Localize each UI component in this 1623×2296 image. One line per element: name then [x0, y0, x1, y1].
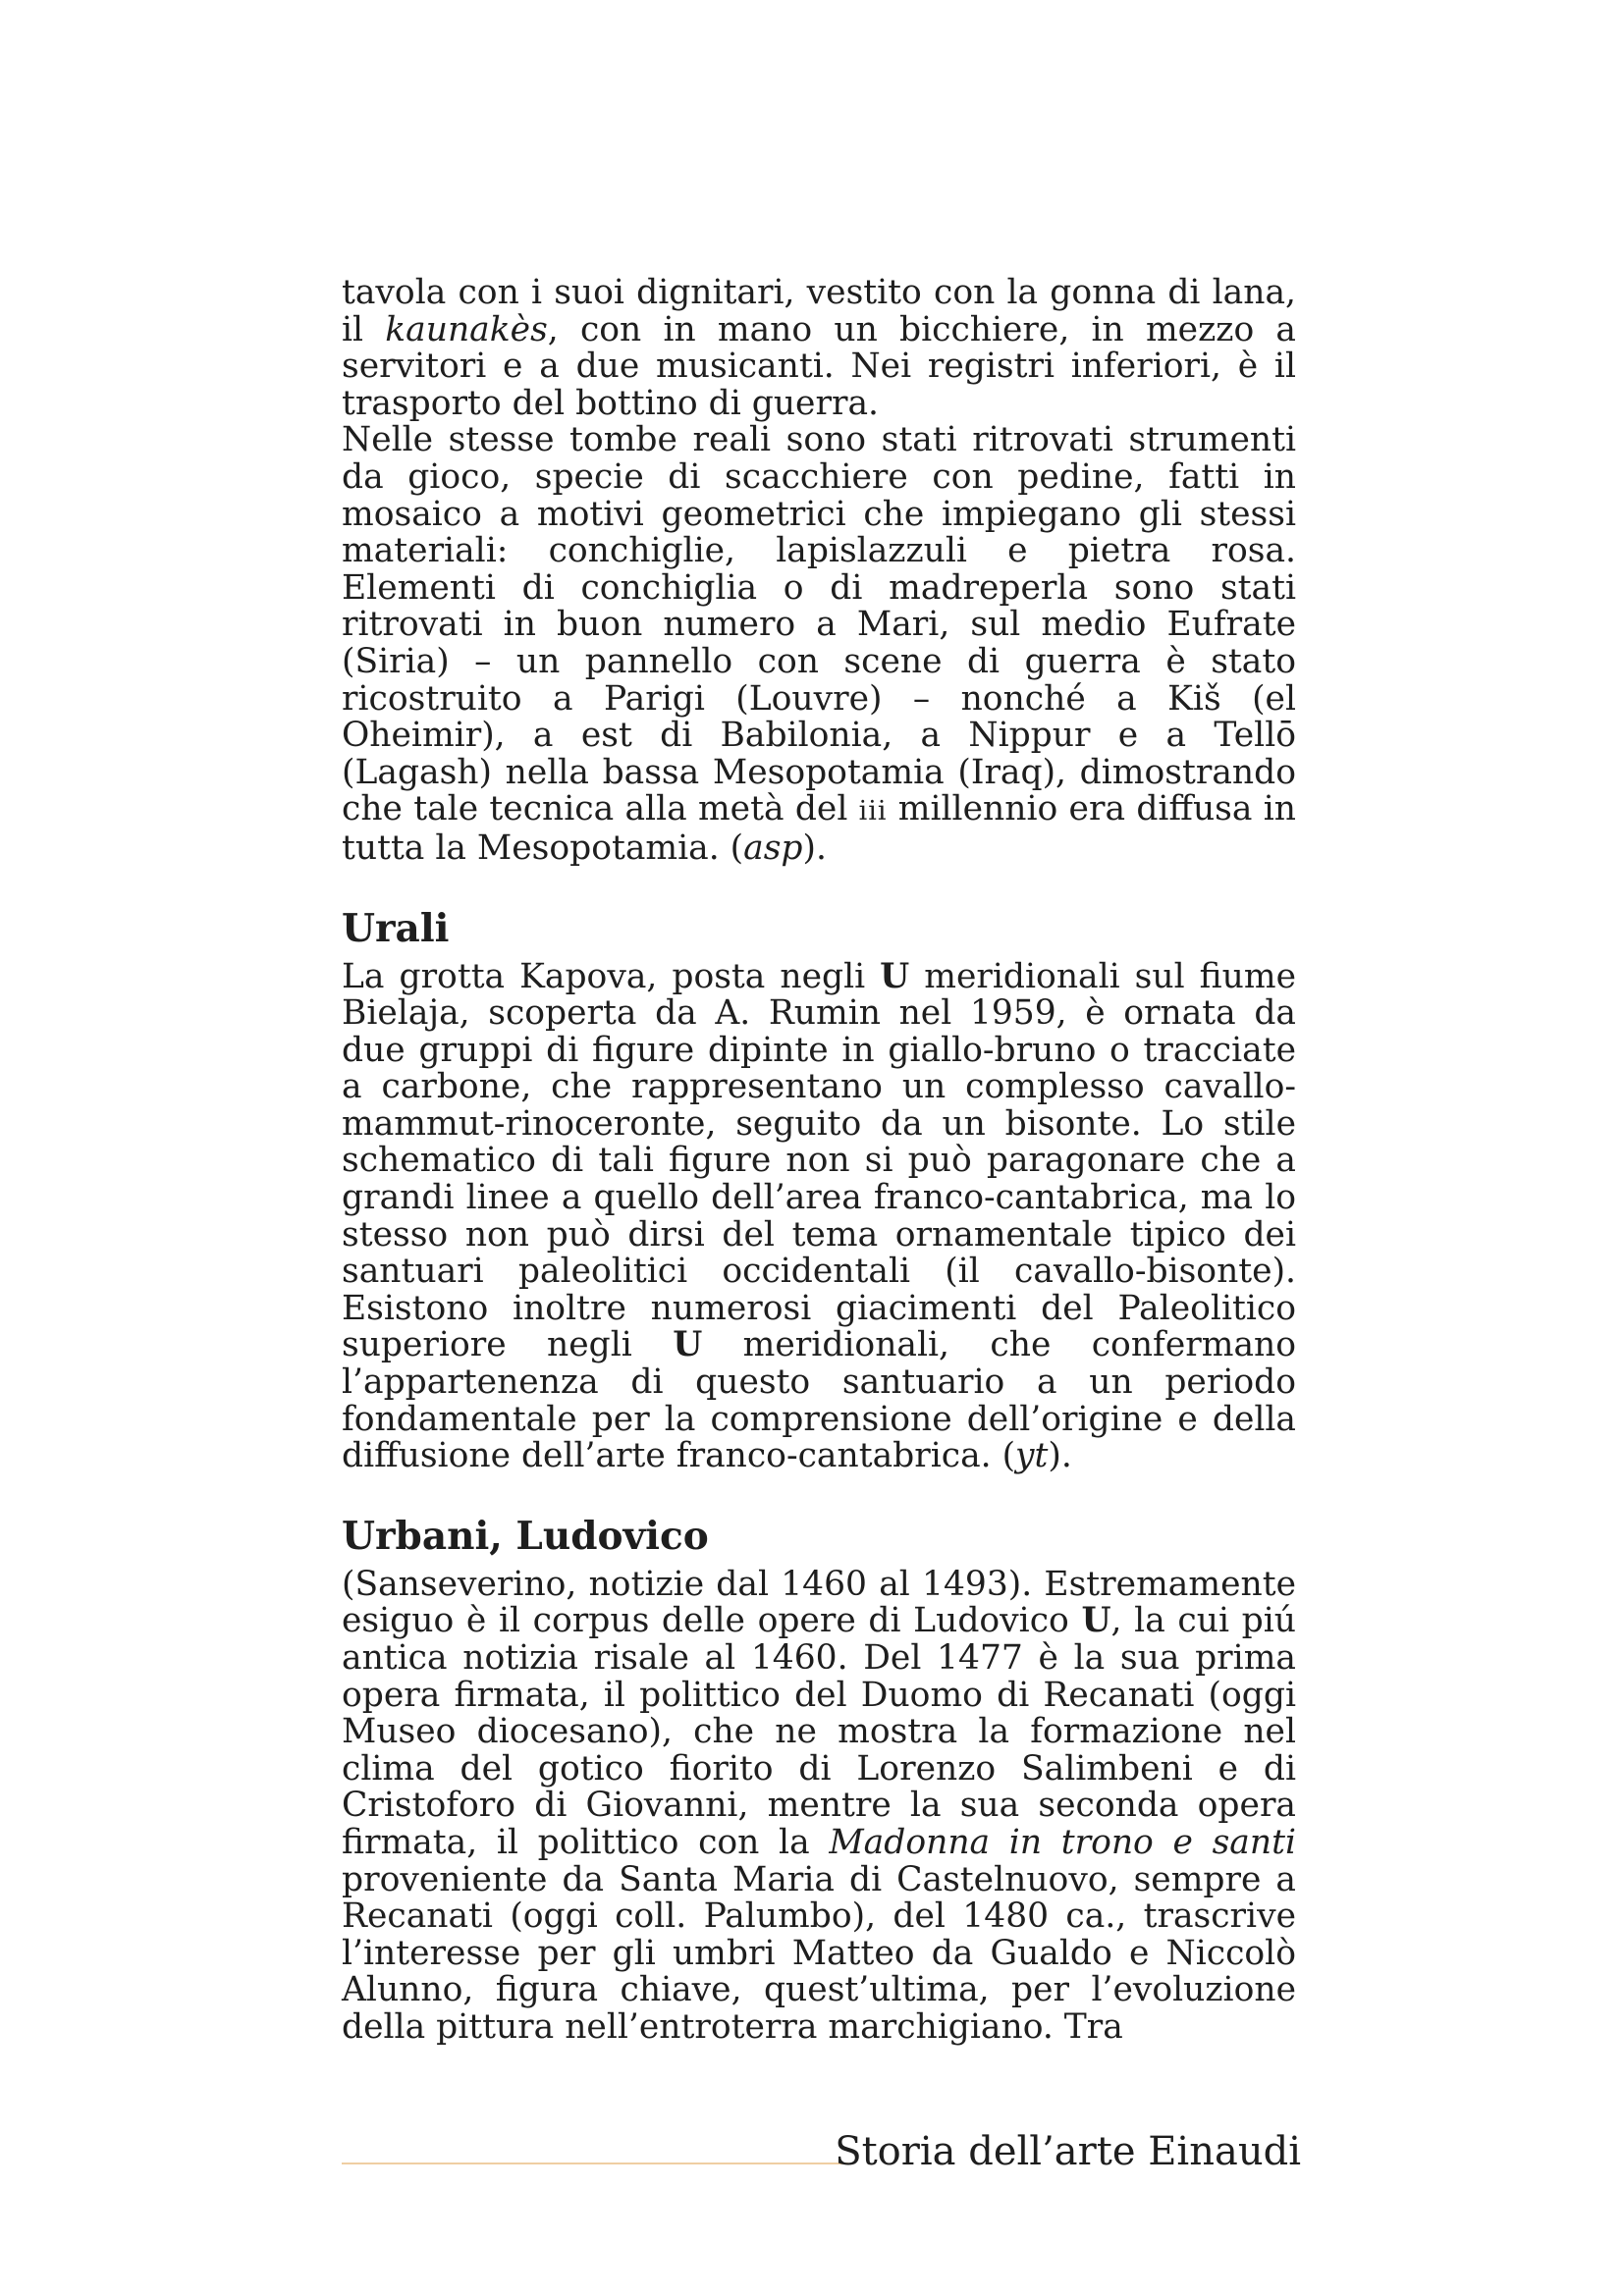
author-initials: asp	[743, 828, 803, 868]
footer-label: Storia dell’arte Einaudi	[835, 2129, 1301, 2174]
entry-urali	[342, 907, 1296, 1475]
italic-term: kaunakès	[385, 309, 548, 349]
entry-urbani-ludovico	[342, 1515, 1296, 2047]
footer-rule	[342, 2163, 848, 2164]
headword-abbrev: U	[1081, 1601, 1111, 1641]
body-paragraph: tavola con i suoi dignitari, vestito con la gonna di lana, il kaunakès, con in mano un bicchiere, in mezzo a servitori e a due musicanti. Nei registri inferiori, è il trasporto del bottino di guerra.	[342, 273, 1296, 423]
artwork-title: Madonna in trono e santi	[829, 1822, 1296, 1862]
entry-title: Urbani, Ludovico	[342, 1513, 709, 1559]
entry-title: Urali	[342, 905, 450, 951]
small-caps-numeral: iii	[858, 796, 888, 828]
body-paragraph: La grotta Kapova, posta negli U meridionali sul fiume Bielaja, scoperta da A. Rumin nel 1959, è ornata da due gruppi di figure dipinte in giallo-bruno o tracciate a carbone, che rappresentano un complesso cavallo-mammut-rinoceronte, seguito da un bisonte. Lo stile schematico di tali figure non si può paragonare che a grandi linee a quello dell’area franco-cantabrica, ma lo stesso non può dirsi del tema ornamentale tipico dei santuari paleolitici occidentali (il cavallo-bisonte). Esistono inoltre numerosi giacimenti del Paleolitico superiore negli U meridionali, che confermano l’appartenenza di questo santuario a un periodo fondamentale per la comprensione dell’origine e della diffusione dell’arte franco-cantabrica. (yt).	[342, 956, 1297, 1476]
page-body	[342, 275, 1296, 2047]
headword-abbrev: U	[673, 1325, 703, 1365]
entry-continuation	[342, 275, 1296, 868]
headword-abbrev: U	[880, 956, 910, 996]
body-paragraph: Nelle stesse tombe reali sono stati ritrovati strumenti da gioco, specie di scacchiere con pedine, fatti in mosaico a motivi geometrici che impiegano gli stessi materiali: conchiglie, lapislazzuli e pietra rosa. Elementi di conchiglia o di madreperla sono stati ritrovati in buon numero a Mari, sul medio Eufrate (Siria) – un pannello con scene di guerra è stato ricostruito a Parigi (Louvre) – nonché a Kiš (el Oheimir), a est di Babilonia, a Nippur e a Tellō (Lagash) nella bassa Mesopotamia (Iraq), dimostrando che tale tecnica alla metà del iii millennio era diffusa in tutta la Mesopotamia. (asp).	[342, 420, 1296, 868]
author-initials: yt	[1015, 1436, 1049, 1476]
body-paragraph: (Sanseverino, notizie dal 1460 al 1493). Estremamente esiguo è il corpus delle opere di Ludovico U, la cui piú antica notizia risale al 1460. Del 1477 è la sua prima opera firmata, il polittico del Duomo di Recanati (oggi Museo diocesano), che ne mostra la formazione nel clima del gotico fiorito di Lorenzo Salimbeni e di Cristoforo di Giovanni, mentre la sua seconda opera firmata, il polittico con la Madonna in trono e santi proveniente da Santa Maria di Castelnuovo, sempre a Recanati (oggi coll. Palumbo), del 1480 ca., trascrive l’interesse per gli umbri Matteo da Gualdo e Niccolò Alunno, figura chiave, quest’ultima, per l’evoluzione della pittura nell’entroterra marchigiano. Tra	[342, 1564, 1296, 2047]
